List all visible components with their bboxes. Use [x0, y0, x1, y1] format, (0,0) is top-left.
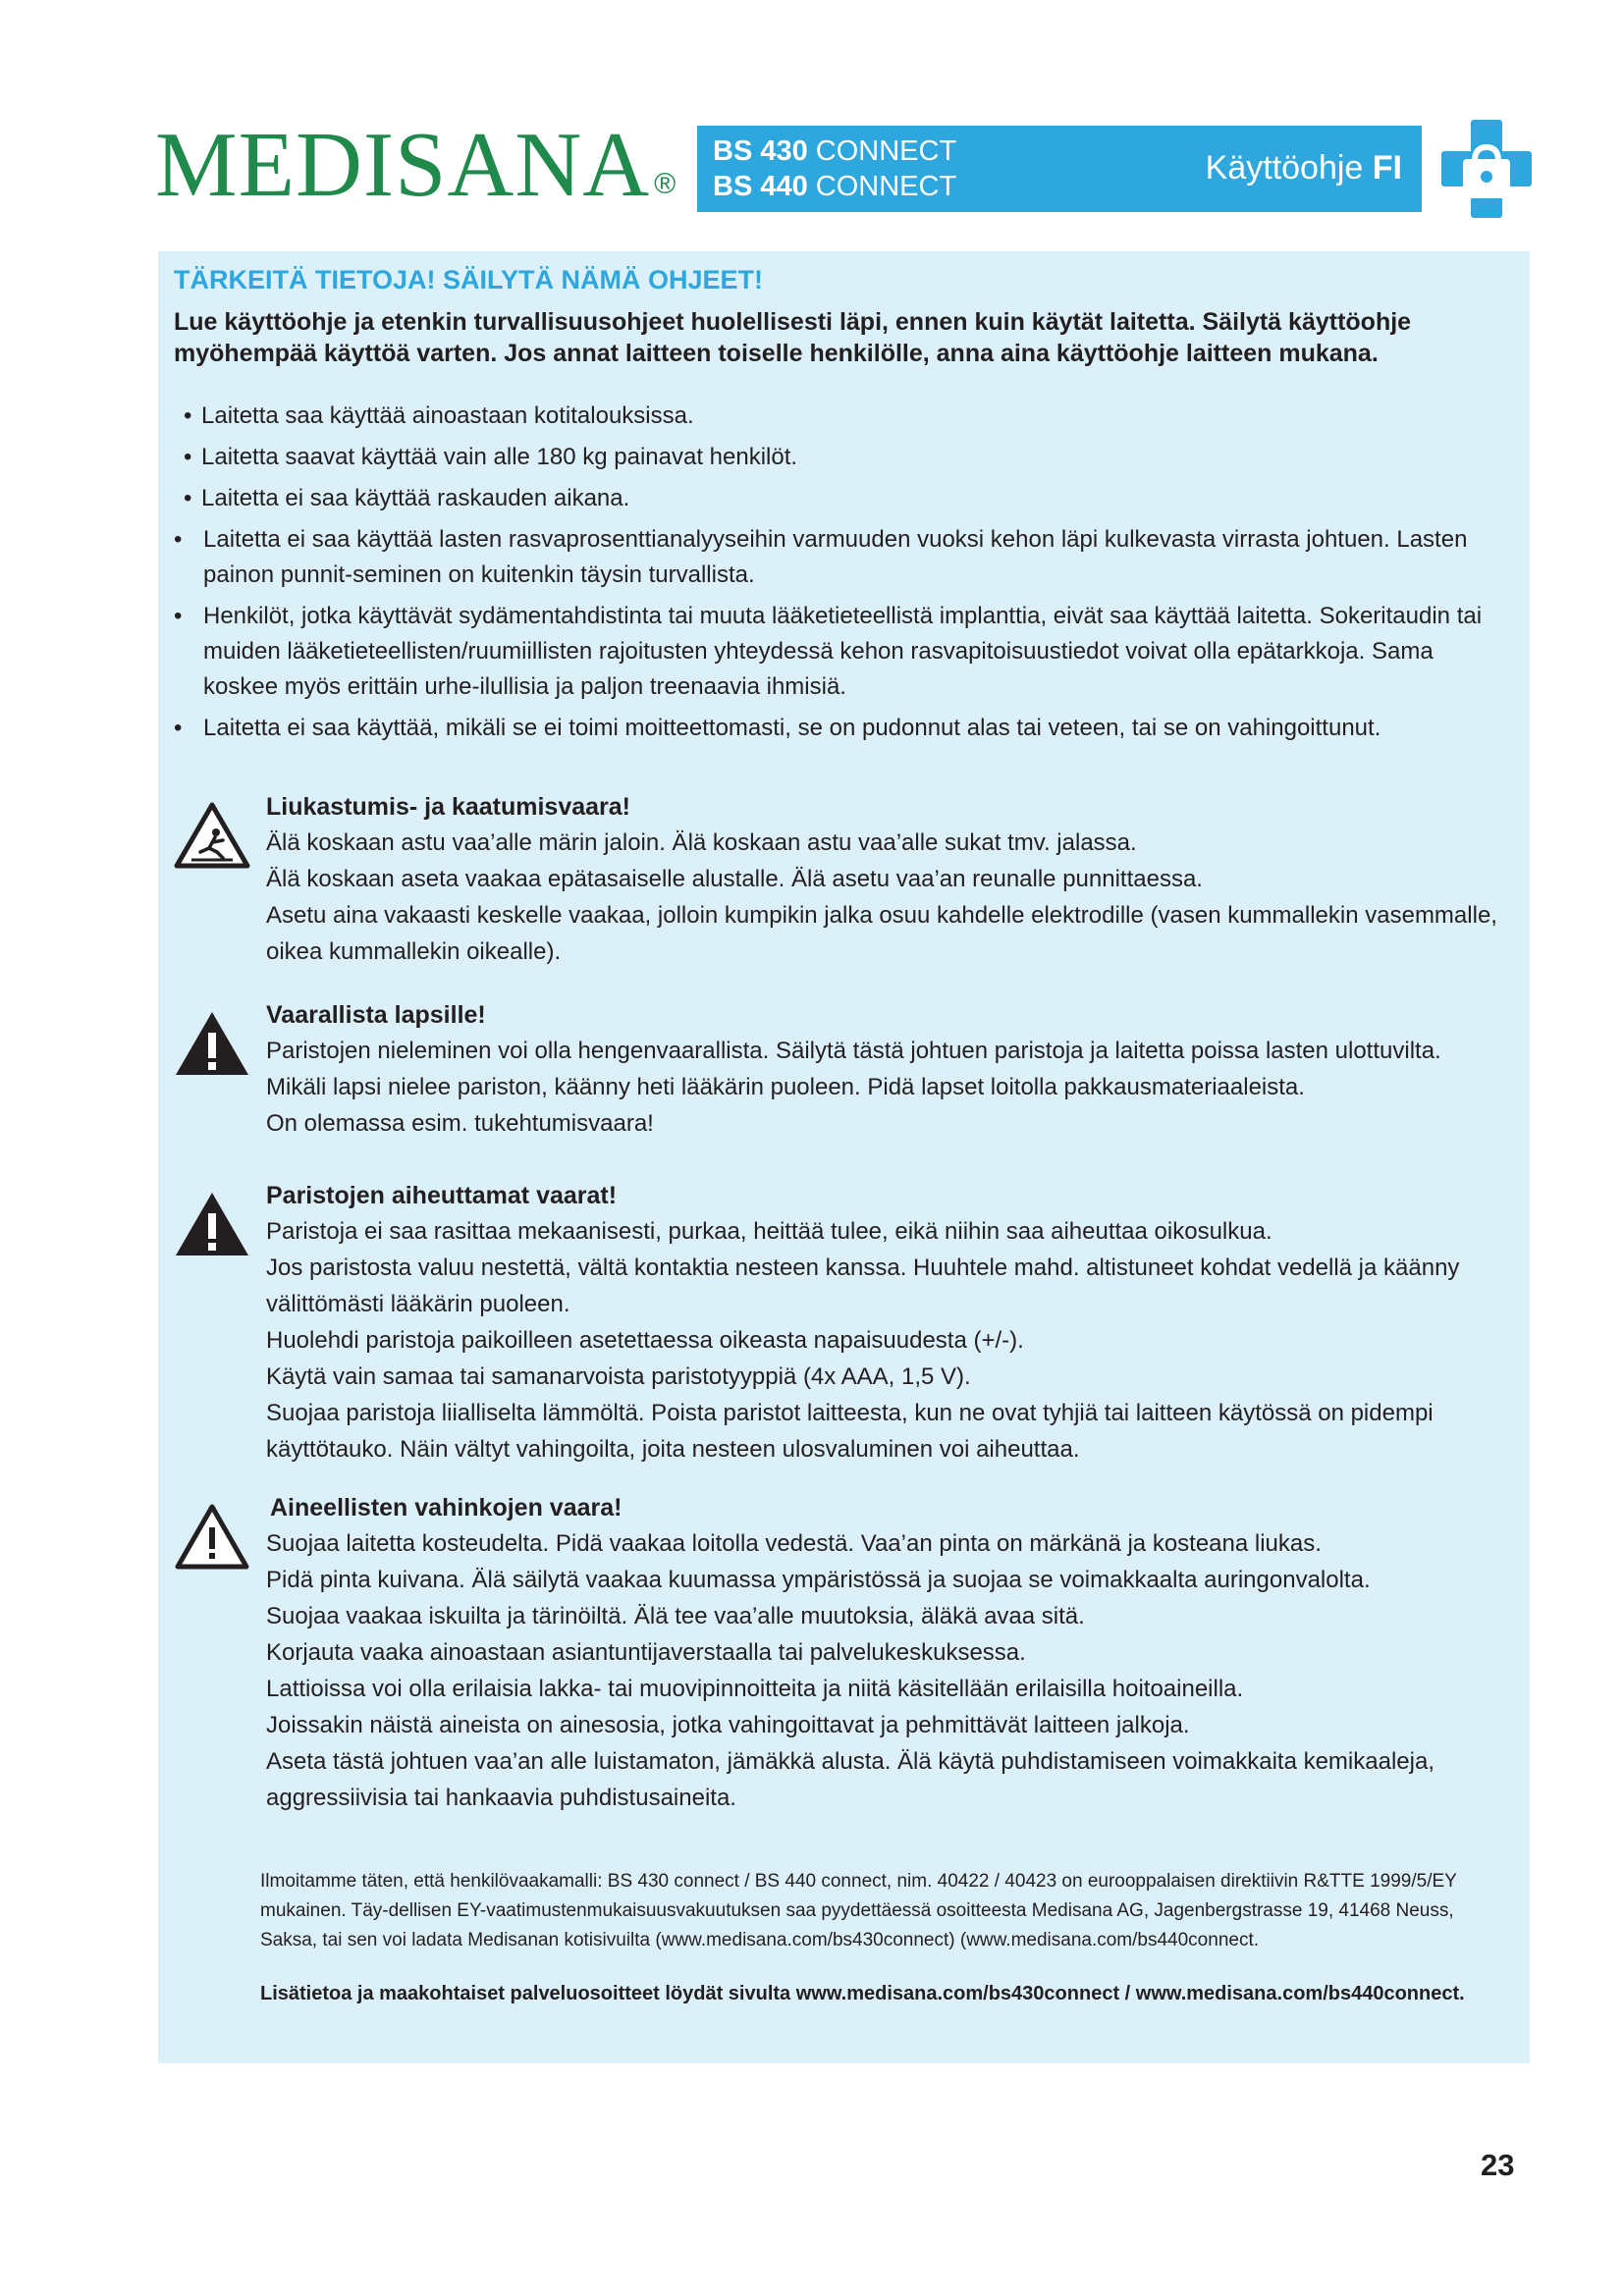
registered-mark: ® [654, 168, 677, 200]
warning-line: Aseta tästä johtuen vaa’an alle luistamaton, jämäkkä alusta. Älä käytä puhdistamiseen voimakkaita kemikaaleja, aggressiivisia tai hankaavia puhdistusaineita. [266, 1748, 1435, 1811]
more-info-text: Lisätietoa ja maakohtaiset palveluosoitteet löydät sivulta www.medisana.com/bs430connect / www.medisana.com/bs440connect. [260, 1983, 1465, 2004]
warning-slip [174, 789, 1509, 970]
language-code: FI [1372, 149, 1402, 187]
bullet-item: • Laitetta saa käyttää ainoastaan kotitalouksissa. [174, 399, 1509, 434]
conformity-declaration: Ilmoitamme täten, että henkilövaakamalli: BS 430 connect / BS 440 connect, nim. 40422 / 40423 on eurooppalaisen direktiivin R&TTE 1999/5/EY mukainen. Täy-dellisen EY-vaatimustenmukaisuusvakuutuksen saa pyydettäessä osoitteesta Medisana AG, Jagenbergstrasse 19, 41468 Neuss, Saksa, tai sen voi ladata Medisanan kotisivuilta (www.medisana.com/bs430connect) (www.medisana.com/bs440connect. [260, 1871, 1457, 1950]
warning-line: Suojaa paristoja liialliselta lämmöltä. Poista paristot laitteesta, kun ne ovat tyhjiä tai laitteen käytössä on pidempi käyttötauko. Näin vältyt vahingoilta, joita nesteen ulosvaluminen voi aiheuttaa. [266, 1400, 1434, 1463]
manual-label [1206, 149, 1402, 187]
model-bs430-id: BS 430 [713, 135, 808, 167]
model-list [713, 133, 956, 204]
warning-line: Paristojen nieleminen voi olla hengenvaarallista. Säilytä tästä johtuen paristoja ja laitetta poissa lasten ulottuvilta. [266, 1038, 1441, 1064]
intro-text: Lue käyttöohje ja etenkin turvallisuusohjeet huolellisesti läpi, ennen kuin käytät laitetta. Säilytä käyttöohje myöhempää käyttöä varten. Jos annat laitteen toiselle henkilölle, anna aina käyttöohje laitteen mukana. [174, 308, 1412, 367]
warning-title: Paristojen aiheuttamat vaarat! [266, 1182, 618, 1209]
warning-title: Liukastumis- ja kaatumisvaara! [266, 793, 630, 821]
bullet-item: • Laitetta ei saa käyttää lasten rasvaprosenttianalyyseihin varmuuden vuoksi kehon läpi kulkevasta virrasta johtuen. Lasten painon punnit-seminen on kuitenkin täysin turvallista. [174, 522, 1509, 593]
bullet-item: • Laitetta ei saa käyttää raskauden aikana. [174, 481, 1509, 516]
safety-bullet-list [174, 399, 1509, 752]
bullet-item: • Henkilöt, jotka käyttävät sydämentahdistinta tai muuta lääketieteellistä implanttia, eivät saa käyttää laitetta. Sokeritaudin tai muiden lääketieteellisten/ruumiillisten rajoitusten yhteydessä kehon rasvapitoisuustiedot voivat olla epätarkkoja. Sama koskee myös erittäin urhe-ilullisia ja paljon treenaavia ihmisiä. [174, 599, 1509, 705]
page-number: 23 [1481, 2148, 1515, 2182]
medical-cross-icon [1439, 116, 1534, 224]
model-bs440-id: BS 440 [713, 171, 808, 202]
slip-hazard-icon [174, 801, 250, 870]
warning-line: Suojaa laitetta kosteudelta. Pidä vaakaa loitolla vedestä. Vaa’an pinta on märkänä ja kosteana liukas. [266, 1530, 1322, 1557]
warning-triangle-icon [174, 1190, 250, 1258]
warning-title: Vaarallista lapsille! [266, 1001, 486, 1029]
warning-line: Korjauta vaaka ainoastaan asiantuntijaverstaalla tai palvelukeskuksessa. [266, 1639, 1026, 1666]
warning-line: Lattioissa voi olla erilaisia lakka- tai muovipinnoitteita ja niitä käsitellään erilaisilla hoitoaineilla. [266, 1676, 1244, 1702]
warning-line: Pidä pinta kuivana. Älä säilytä vaakaa kuumassa ympäristössä ja suojaa se voimakkaalta auringonvalolta. [266, 1567, 1371, 1593]
warning-children [174, 997, 1509, 1142]
bullet-item: • Laitetta saavat käyttää vain alle 180 kg painavat henkilöt. [174, 440, 1509, 475]
warning-line: Paristoja ei saa rasittaa mekaanisesti, purkaa, heittää tulee, eikä niihin saa aiheuttaa oikosulkua. [266, 1218, 1272, 1245]
model-bs430 [713, 133, 956, 169]
important-info-panel [158, 251, 1530, 2063]
panel-title: TÄRKEITÄ TIETOJA! SÄILYTÄ NÄMÄ OHJEET! [174, 265, 764, 294]
warning-line: Käytä vain samaa tai samanarvoista paristotyyppiä (4x AAA, 1,5 V). [266, 1363, 971, 1390]
warning-line: Mikäli lapsi nielee pariston, käänny heti lääkärin puoleen. Pidä lapset loitolla pakkausmateriaaleista. [266, 1074, 1305, 1100]
warning-line: Joissakin näistä aineista on ainesosia, jotka vahingoittavat ja pehmittävät laitteen jalkoja. [266, 1712, 1190, 1738]
warning-triangle-icon [174, 1009, 250, 1078]
warning-line: Älä koskaan aseta vaakaa epätasaiselle alustalle. Älä asetu vaa’an reunalle punnittaessa. [266, 866, 1203, 892]
model-bs430-suffix: CONNECT [807, 135, 957, 167]
warning-line: Huolehdi paristoja paikoilleen asetettaessa oikeasta napaisuudesta (+/-). [266, 1327, 1024, 1354]
warning-batteries [174, 1178, 1509, 1468]
warning-line: Suojaa vaakaa iskuilta ja tärinöiltä. Älä tee vaa’alle muutoksia, äläkä avaa sitä. [266, 1603, 1085, 1629]
warning-line: Jos paristosta valuu nestettä, vältä kontaktia nesteen kanssa. Huuhtele mahd. altistuneet kohdat vedellä ja käänny välittömästi lääkärin puoleen. [266, 1255, 1460, 1317]
warning-line: Älä koskaan astu vaa’alle märin jaloin. Älä koskaan astu vaa’alle sukat tmv. jalassa. [266, 829, 1137, 856]
medisana-logo [155, 116, 677, 214]
manual-label-text: Käyttöohje [1205, 149, 1364, 187]
logo-text: MEDISANA [155, 114, 651, 216]
warning-line: Asetu aina vakaasti keskelle vaakaa, jolloin kumpikin jalka osuu kahdelle elektrodille (vasen kummallekin vasemmalle, oikea kummallekin oikealle). [266, 902, 1497, 965]
warning-title: Aineellisten vahinkojen vaara! [270, 1494, 623, 1522]
caution-outline-icon [174, 1502, 250, 1571]
bullet-item: • Laitetta ei saa käyttää, mikäli se ei toimi moitteettomasti, se on pudonnut alas tai veteen, tai se on vahingoittunut. [174, 711, 1509, 746]
model-bs440 [713, 169, 956, 204]
model-bar [697, 126, 1422, 212]
model-bs440-suffix: CONNECT [807, 171, 957, 202]
warning-line: On olemassa esim. tukehtumisvaara! [266, 1110, 654, 1137]
warning-property-damage [174, 1490, 1509, 1816]
